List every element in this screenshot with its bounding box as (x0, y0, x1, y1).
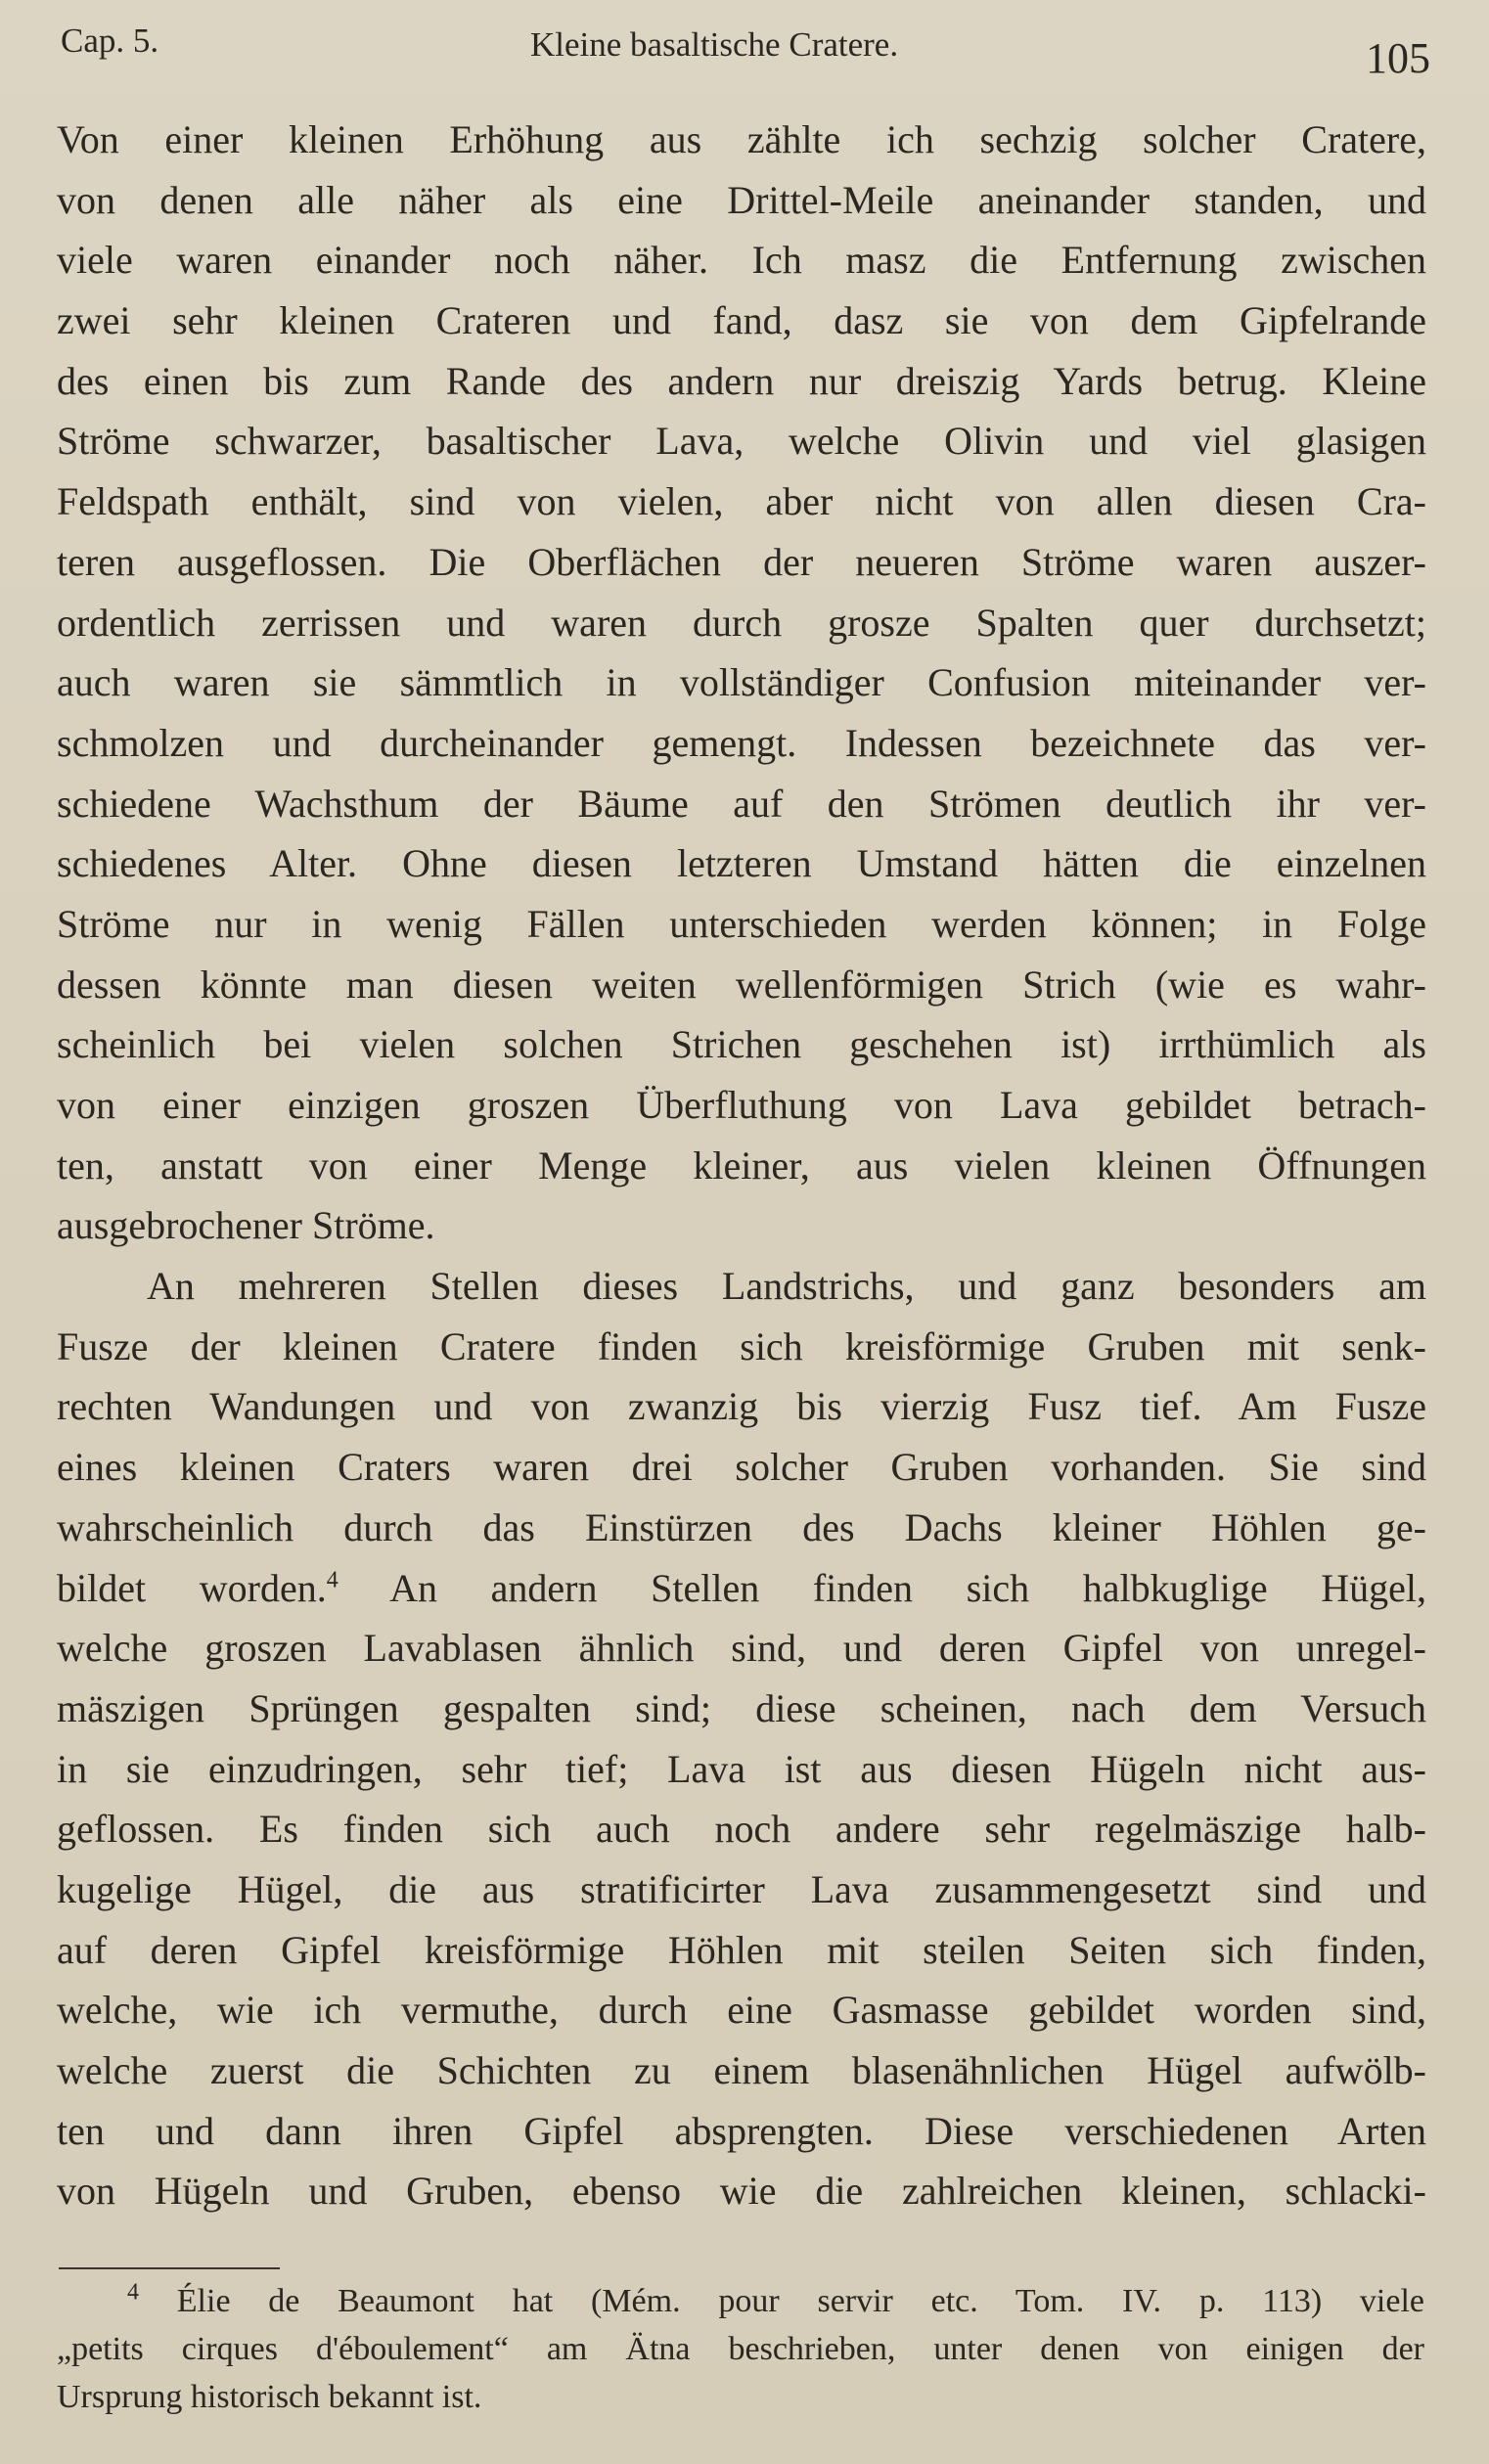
text-line: teren ausgeflossen. Die Oberflächen der neueren Ströme waren auszer- (57, 539, 1426, 584)
text-line: in sie einzudringen, sehr tief; Lava ist aus diesen Hügeln nicht aus- (57, 1746, 1426, 1791)
text-fragment: An andern Stellen finden sich halbkuglige Hügel, (389, 1565, 1426, 1610)
text-fragment: bildet worden. (57, 1565, 327, 1610)
text-line: viele waren einander noch näher. Ich masz die Entfernung zwischen (57, 238, 1426, 283)
footnote-text: Élie de Beaumont hat (Mém. pour servir etc. Tom. IV. p. 113) viele (176, 2283, 1424, 2319)
chapter-label: Cap. 5. (61, 22, 159, 60)
text-line: von denen alle näher als eine Drittel-Meile aneinander standen, und (57, 177, 1426, 222)
text-line: welche zuerst die Schichten zu einem blasenähnlichen Hügel aufwölb- (57, 2048, 1426, 2092)
text-line: ordentlich zerrissen und waren durch grosze Spalten quer durchsetzt; (57, 600, 1426, 645)
text-line: auch waren sie sämmtlich in vollständiger Confusion miteinander ver- (57, 660, 1426, 705)
text-line: Feldspath enthält, sind von vielen, aber nicht von allen diesen Cra- (57, 479, 1426, 524)
text-line: Von einer kleinen Erhöhung aus zählte ich sechzig solcher Cratere, (57, 117, 1426, 161)
text-line: zwei sehr kleinen Crateren und fand, dasz sie von dem Gipfelrande (57, 298, 1426, 343)
text-line: geflossen. Es finden sich auch noch andere sehr regelmäszige halb- (57, 1807, 1426, 1852)
text-line: rechten Wandungen und von zwanzig bis vierzig Fusz tief. Am Fusze (57, 1384, 1426, 1429)
page-number: 105 (1366, 34, 1430, 82)
text-line: wahrscheinlich durch das Einstürzen des Dachs kleiner Höhlen ge- (57, 1504, 1426, 1549)
text-line: schiedenes Alter. Ohne diesen letzteren Umstand hätten die einzelnen (57, 841, 1426, 886)
text-line: schiedene Wachsthum der Bäume auf den Strömen deutlich ihr ver- (57, 781, 1426, 826)
footnote (57, 2277, 1424, 2421)
footnote-marker: 4 (127, 2279, 139, 2306)
text-line: auf deren Gipfel kreisförmige Höhlen mit steilen Seiten sich finden, (57, 1927, 1426, 1972)
text-line: ten und dann ihren Gipfel absprengten. Diese verschiedenen Arten (57, 2108, 1426, 2153)
body-text (57, 110, 1426, 2221)
text-line: ausgebrochener Ströme. (57, 1203, 435, 1248)
text-line: welche, wie ich vermuthe, durch eine Gasmasse gebildet worden sind, (57, 1988, 1426, 2033)
text-line: kugelige Hügel, die aus stratificirter Lava zusammengesetzt sind und (57, 1866, 1426, 1911)
text-line: An mehreren Stellen dieses Landstrichs, und ganz besonders am (147, 1264, 1426, 1309)
footnote-line (57, 2277, 1424, 2325)
text-line-with-note (57, 1558, 1426, 1619)
footnote-line: „petits cirques d'éboulement“ am Ätna beschrieben, unter denen von einigen der (57, 2331, 1424, 2367)
text-line: Fusze der kleinen Cratere finden sich kreisförmige Gruben mit senk- (57, 1323, 1426, 1368)
running-header (61, 22, 1430, 80)
text-line: ten, anstatt von einer Menge kleiner, aus vielen kleinen Öffnungen (57, 1142, 1426, 1187)
text-line: von Hügeln und Gruben, ebenso wie die zahlreichen kleinen, schlacki- (57, 2169, 1426, 2214)
text-line: mäszigen Sprüngen gespalten sind; diese scheinen, nach dem Versuch (57, 1685, 1426, 1730)
text-line: Ströme schwarzer, basaltischer Lava, welche Olivin und viel glasigen (57, 419, 1426, 464)
footnote-reference: 4 (326, 1567, 338, 1593)
text-line: von einer einzigen groszen Überfluthung von Lava gebildet betrach- (57, 1083, 1426, 1127)
footnote-line: Ursprung historisch bekannt ist. (57, 2379, 482, 2415)
text-line: scheinlich bei vielen solchen Strichen geschehen ist) irrthümlich als (57, 1022, 1426, 1067)
text-line: dessen könnte man diesen weiten wellenförmigen Strich (wie es wahr- (57, 962, 1426, 1007)
text-line: des einen bis zum Rande des andern nur dreiszig Yards betrug. Kleine (57, 358, 1426, 403)
running-title: Kleine basaltische Cratere. (530, 25, 899, 64)
text-line: schmolzen und durcheinander gemengt. Indessen bezeichnete das ver- (57, 720, 1426, 765)
footnote-divider (59, 2267, 280, 2269)
text-line: eines kleinen Craters waren drei solcher Gruben vorhanden. Sie sind (57, 1445, 1426, 1490)
text-line: Ströme nur in wenig Fällen unterschieden werden können; in Folge (57, 901, 1426, 946)
text-line: welche groszen Lavablasen ähnlich sind, und deren Gipfel von unregel- (57, 1626, 1426, 1671)
